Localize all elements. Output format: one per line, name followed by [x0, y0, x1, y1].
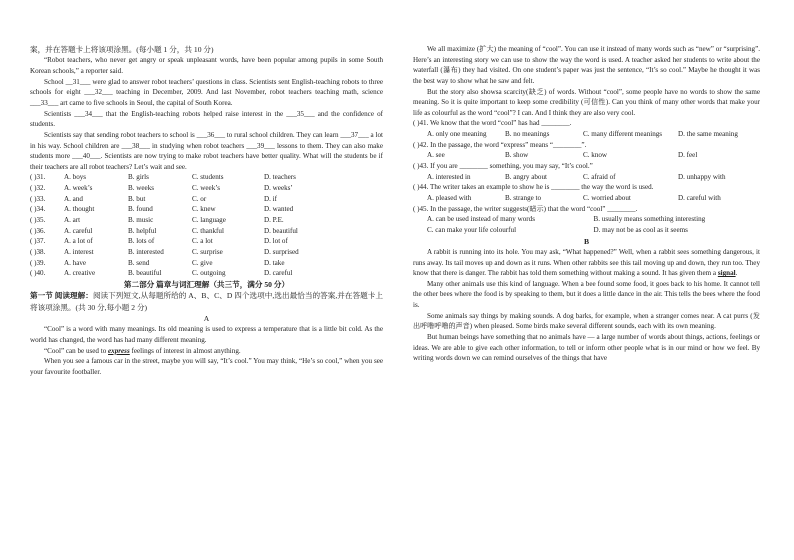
option-c[interactable]: C. language: [192, 216, 226, 224]
question-44: ( )44. The writer takes an example to show he is ________ the way the word is used.: [413, 183, 654, 192]
option-row: [30, 215, 383, 226]
section-label: 第一节 阅读理解：: [30, 291, 93, 301]
option-d[interactable]: D. unhappy with: [678, 172, 726, 181]
option-c[interactable]: C. many different meanings: [583, 130, 663, 139]
option-a[interactable]: A. only one meaning: [427, 130, 487, 139]
options-45-row1: [413, 214, 760, 225]
option-d[interactable]: D. if: [264, 194, 278, 203]
section-text: 阅读下列短文,从每题所给的 A、B、C、D 四个选项中,选出最恰当的答案,并在答题卡上将该项涂黑。(共 30 分,每小题 2 分): [30, 291, 383, 312]
options-44: [413, 193, 760, 204]
option-b[interactable]: B. strange to: [505, 193, 542, 202]
right-column: [413, 44, 760, 364]
option-d[interactable]: D. weeks’: [264, 184, 293, 193]
question-number[interactable]: ( )38.: [30, 247, 46, 256]
text-run: .: [735, 269, 738, 278]
option-b[interactable]: B. lots of: [128, 237, 155, 246]
option-a[interactable]: A. boys: [64, 173, 87, 182]
section-instructions: [30, 290, 383, 313]
option-a[interactable]: A. a lot of: [64, 237, 93, 246]
option-c[interactable]: C. surprise: [192, 247, 223, 256]
option-a[interactable]: A. week’s: [64, 184, 93, 193]
option-row: [30, 258, 383, 269]
question-number[interactable]: ( )31.: [30, 173, 46, 182]
option-c[interactable]: C. or: [192, 194, 207, 203]
option-row: [30, 247, 383, 258]
option-c[interactable]: C. know: [583, 151, 608, 160]
option-c[interactable]: C. knew: [192, 205, 216, 214]
option-d[interactable]: D. the same meaning: [678, 130, 738, 139]
option-a[interactable]: A. pleased with: [427, 193, 472, 202]
option-d[interactable]: D. careful with: [678, 193, 721, 202]
passage-paragraph: “Cool” is a word with many meanings. Its old meaning is used to express a temperature that is a little bit cold. As the world has changed, the word has had many different meaning.: [30, 325, 383, 345]
option-d[interactable]: D. feel: [678, 151, 698, 160]
option-a[interactable]: A. see: [427, 151, 445, 160]
option-row: [30, 226, 383, 237]
option-a[interactable]: A. thought: [64, 205, 95, 214]
question-41: ( )41. We know that the word “cool” has had ________.: [413, 119, 572, 128]
option-d[interactable]: D. P.E.: [264, 216, 284, 224]
option-a[interactable]: A. interested in: [427, 172, 471, 181]
option-b[interactable]: B. send: [128, 258, 150, 267]
option-b[interactable]: B. interested: [128, 247, 164, 256]
option-d[interactable]: D. may not be as cool as it seems: [593, 225, 688, 234]
option-b[interactable]: B. music: [128, 216, 154, 224]
passage-paragraph: When you see a famous car in the street, maybe you will say, “It’s cool.” You may think, “He’s so cool,” when you see your favourite footballer.: [30, 357, 383, 376]
option-b[interactable]: B. no meanings: [505, 130, 550, 139]
question-number[interactable]: ( )37.: [30, 237, 46, 246]
option-a[interactable]: A. art: [64, 216, 81, 224]
cloze-paragraph: “Robot teachers, who never get angry or speak unpleasant words, have been popular among pupils in some South Korean schools,” a reporter said.: [30, 56, 383, 76]
cloze-options: [30, 172, 383, 278]
option-c[interactable]: C. a lot: [192, 237, 213, 246]
option-d[interactable]: D. teachers: [264, 173, 296, 182]
option-a[interactable]: A. interest: [64, 247, 94, 256]
question-number[interactable]: ( )34.: [30, 205, 46, 214]
question-number[interactable]: ( )33.: [30, 194, 46, 203]
text-run: A rabbit is running into its hole. You may ask, “What happened?” Well, when a rabbit sees something dangerous, it runs away. Its tail moves up and down as it runs. When other rabbits see this tail moving up and down, they run too. They know that there is danger. The rabbit has told them something without making a sound. It has given them a: [413, 247, 760, 278]
option-b[interactable]: B. angry about: [505, 172, 547, 181]
option-b[interactable]: B. helpful: [128, 226, 157, 235]
option-c[interactable]: C. can make your life colourful: [427, 225, 517, 234]
question-number[interactable]: ( )39.: [30, 258, 46, 267]
options-45-row2: [413, 225, 760, 236]
option-c[interactable]: C. thankful: [192, 226, 224, 235]
option-b[interactable]: B. beautiful: [128, 269, 162, 278]
cloze-paragraph: Scientists say that sending robot teachers to school is ___36___ to rural school children. They can learn ___37___ a lot in his way. School children are ___38___ in studying when robot teachers ___39___ lessons to them. They can also make students more ___40___. Scientists are now trying to make robot teachers have better quality. What will the students be if their teachers are all robot teachers? Let’s wait and see.: [30, 130, 383, 171]
options-41: [413, 129, 760, 140]
question-43: ( )43. If you are ________ something, you may say, “It’s cool.”: [413, 162, 593, 171]
option-row: [30, 183, 383, 194]
text-run: feelings of interest in almost anything.: [129, 346, 241, 355]
option-b[interactable]: B. usually means something interesting: [593, 215, 706, 224]
passage-paragraph: Many other animals use this kind of language. When a bee found some food, it goes back to his home. It cannot tell the other bees where the food is by speaking to them, but it does a little dance in the air. This tells the bees where the food is.: [413, 279, 760, 310]
option-row: [30, 268, 383, 279]
passage-paragraph: [413, 247, 760, 279]
text-run: “Cool” can be used to: [44, 346, 109, 355]
option-c[interactable]: C. give: [192, 258, 213, 267]
passage-letter: B: [583, 236, 590, 246]
option-b[interactable]: B. but: [128, 194, 146, 203]
question-45: ( )45. In the passage, the writer suggests(暗示) that the word “cool” ________.: [413, 204, 638, 213]
question-42: ( )42. In the passage, the word “express” means “________”.: [413, 140, 587, 149]
option-row: [30, 172, 383, 183]
options-43: [413, 172, 760, 183]
option-row: [30, 194, 383, 205]
left-column: [30, 44, 383, 378]
question-number[interactable]: ( )35.: [30, 216, 46, 224]
option-d[interactable]: D. lot of: [264, 237, 288, 246]
option-d[interactable]: D. take: [264, 258, 285, 267]
option-a[interactable]: A. careful: [64, 226, 93, 235]
instructions-tail: 案，并在答题卡上将该项涂黑。(每小题 1 分，共 10 分): [30, 45, 214, 54]
options-42: [413, 150, 760, 161]
option-row: [30, 204, 383, 215]
option-c[interactable]: C. afraid of: [583, 172, 616, 181]
option-c[interactable]: C. worried about: [583, 193, 631, 202]
option-c[interactable]: C. outgoing: [192, 269, 226, 278]
underlined-word: signal: [717, 269, 736, 278]
option-d[interactable]: D. wanted: [264, 205, 294, 214]
passage-paragraph: [30, 346, 383, 357]
option-d[interactable]: D. surprised: [264, 247, 299, 256]
underlined-word: express: [108, 346, 130, 355]
option-d[interactable]: D. beautiful: [264, 226, 298, 235]
option-a[interactable]: A. have: [64, 258, 87, 267]
passage-letter: A: [203, 314, 210, 324]
part-heading: 第二部分 篇章与词汇理解（共三节，满分 50 分）: [123, 279, 290, 289]
cloze-paragraph: Scientists ___34___ that the English-teaching robots helped raise interest in the ___35___ and the confidence of students.: [30, 109, 383, 129]
option-b[interactable]: B. found: [128, 205, 153, 214]
option-b[interactable]: B. weeks: [128, 184, 155, 193]
option-c[interactable]: C. week’s: [192, 184, 220, 193]
option-c[interactable]: C. students: [192, 173, 224, 182]
option-a[interactable]: A. creative: [64, 269, 96, 278]
cloze-paragraph: School __31___ were glad to answer robot teachers’ questions in class. Scientists sent English-teaching robots to three schools for eight ___32___ teaching in December, 2009. And last November, robot teachers teaching math, science ___33___ art came to five schools in Seoul, the capital of South Korea.: [30, 77, 383, 107]
option-b[interactable]: B. girls: [128, 173, 149, 182]
option-b[interactable]: B. show: [505, 151, 529, 160]
passage-paragraph: Some animals say things by making sounds. A dog barks, for example, when a stranger comes near. A cat purrs (发出呼噜呼噜的声音) when pleased. Some birds make several different sounds, each with its own meaning.: [413, 311, 760, 331]
option-a[interactable]: A. can be used instead of many words: [427, 215, 535, 224]
question-number[interactable]: ( )36.: [30, 226, 46, 235]
passage-paragraph: We all maximize (扩大) the meaning of “cool”. You can use it instead of many words such as “new” or “surprising”. Here’s an interesting story we can use to show the way the word is used. A teacher asked her students to write about the waterfall (瀑布) they had visited. On one student’s paper was just the sentence, “It’s so cool.” Maybe he thought it was the best way to show what he saw and felt.: [413, 45, 760, 85]
passage-paragraph: But human beings have something that no animals have — a large number of words about things, actions, feelings or ideas. We are able to give each other information, to tell or inform other people what is in our mind or how we feel. By writing words down we can remind ourselves of the things that have: [413, 333, 760, 363]
passage-paragraph: But the story also showsa scarcity(缺乏) of words. Without “cool”, some people have no words to show the same meaning. So it is quite important to keep some credibility (可信性). Can you think of many other words that make your life as colourful as the word “cool”? I can. And I think they are also very cool.: [413, 87, 760, 117]
question-number[interactable]: ( )32.: [30, 184, 46, 193]
option-d[interactable]: D. careful: [264, 269, 293, 278]
question-number[interactable]: ( )40.: [30, 269, 46, 278]
option-a[interactable]: A. and: [64, 194, 83, 203]
option-row: [30, 236, 383, 247]
